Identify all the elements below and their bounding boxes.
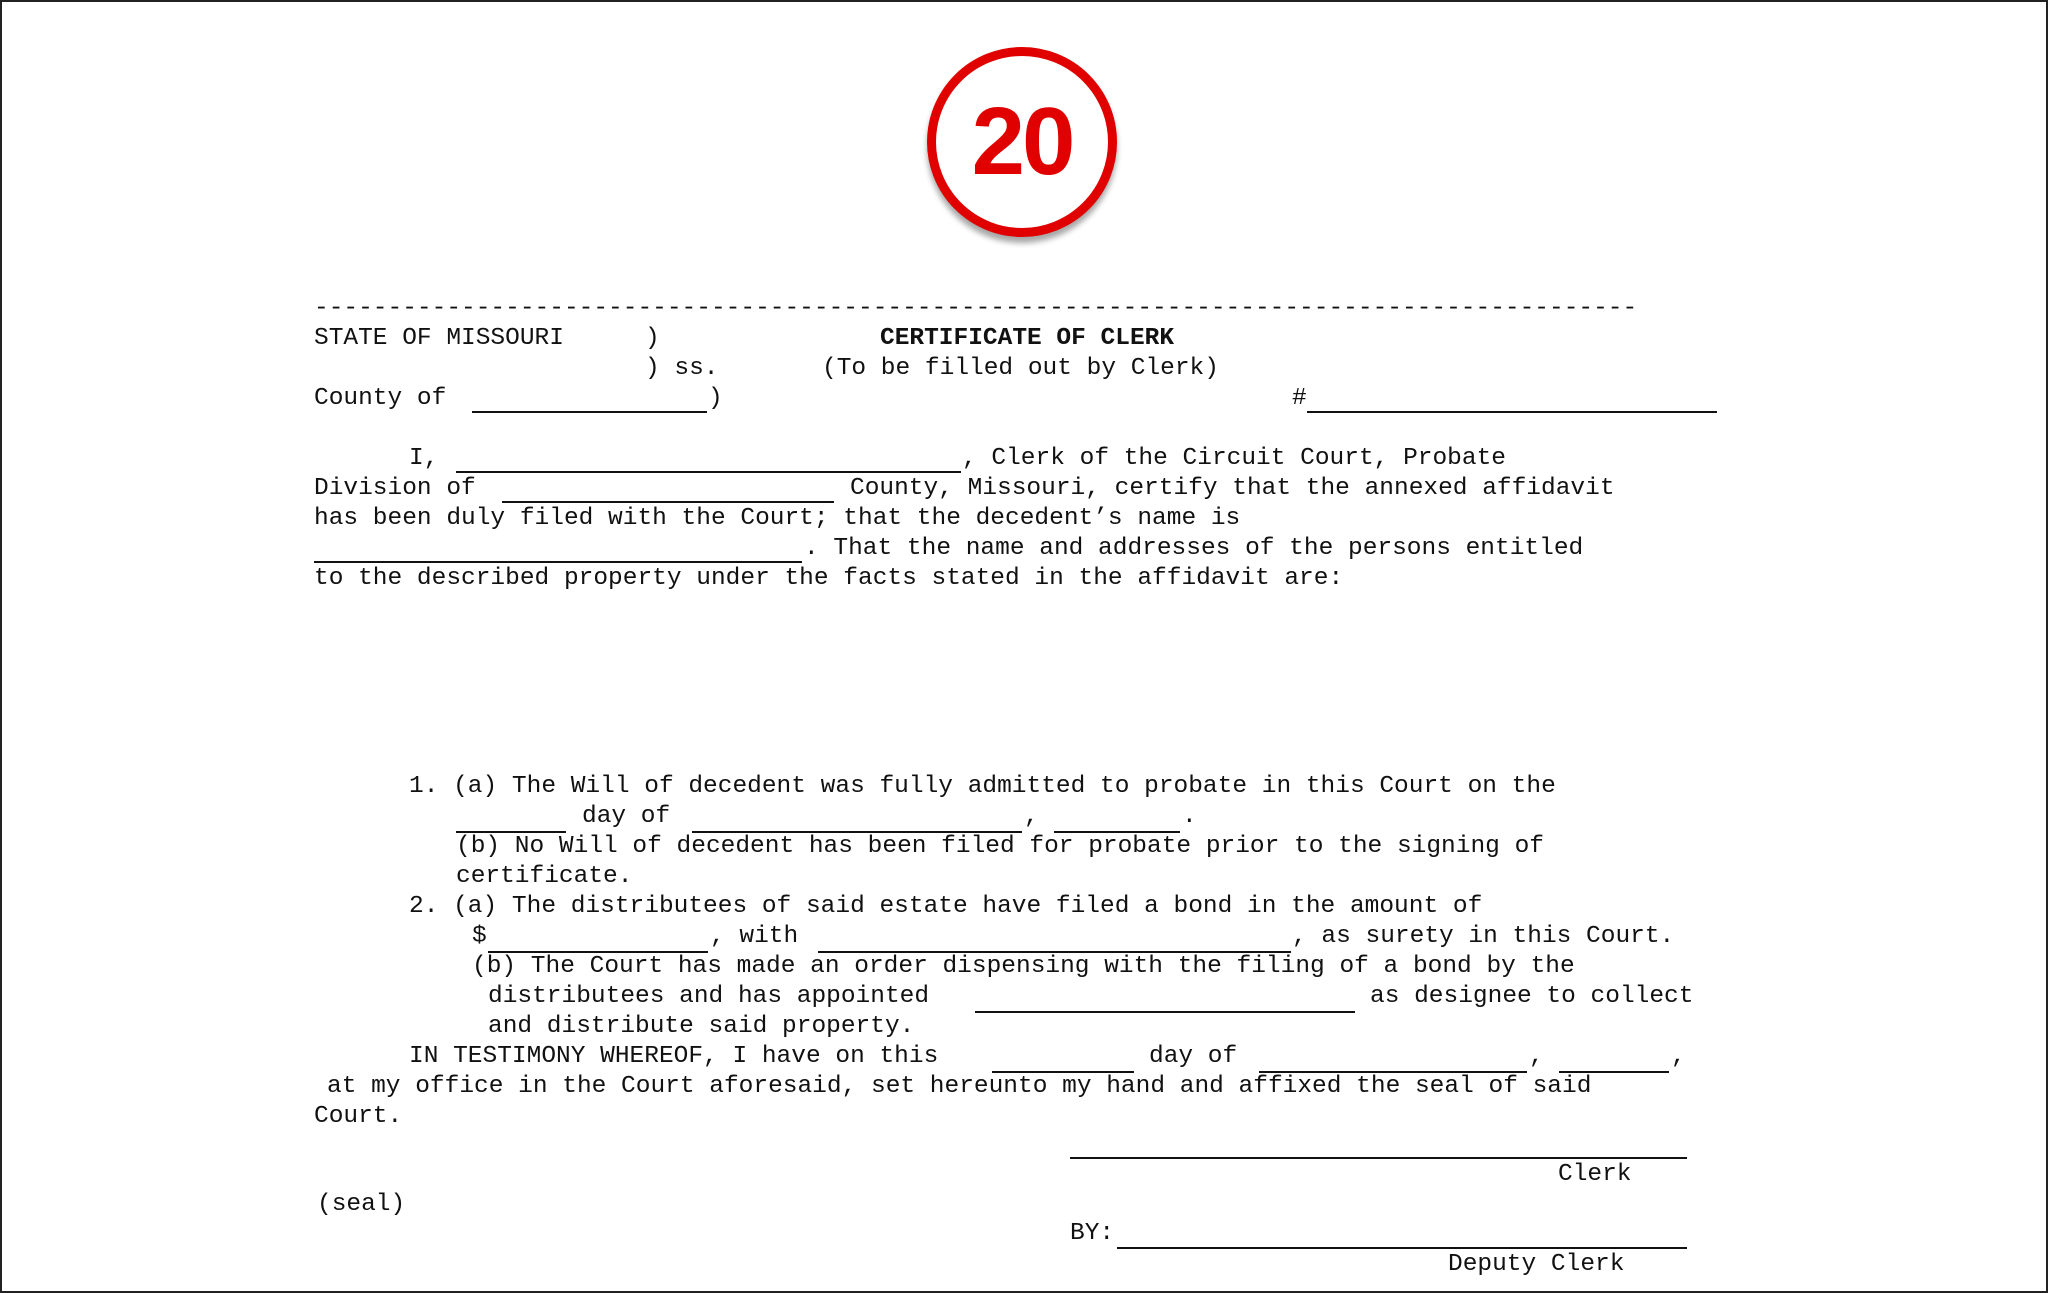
- testimony-day-of: day of: [1149, 1043, 1238, 1070]
- item-2a-text: 2. (a) The distributees of said estate have filed a bond in the amount of: [409, 893, 1483, 920]
- designee-blank[interactable]: [975, 1011, 1355, 1013]
- item-2b-text: (b) The Court has made an order dispensing with the filing of a bond by the: [472, 953, 1575, 980]
- testimony-comma-1: ,: [1529, 1043, 1544, 1070]
- designee-text: as designee to collect: [1370, 983, 1694, 1010]
- by-label: BY:: [1070, 1220, 1115, 1247]
- court-text: Court.: [314, 1103, 403, 1130]
- ss-label: ) ss.: [645, 355, 719, 382]
- state-label: STATE OF MISSOURI: [314, 325, 564, 352]
- property-text: to the described property under the facts stated in the affidavit are:: [314, 565, 1344, 592]
- clerk-intro: I,: [409, 445, 439, 472]
- page-number: 20: [971, 88, 1073, 195]
- probate-period: .: [1182, 803, 1197, 830]
- state-paren: ): [645, 325, 660, 352]
- clerk-signature-line[interactable]: [1070, 1157, 1687, 1159]
- deputy-clerk-label: Deputy Clerk: [1448, 1251, 1625, 1278]
- distribute-text: and distribute said property.: [488, 1013, 915, 1040]
- county-label: County of: [314, 385, 447, 412]
- certify-text: County, Missouri, certify that the annexed affidavit: [850, 475, 1615, 502]
- clerk-name-blank[interactable]: [456, 471, 961, 473]
- item-1b-cont: certificate.: [456, 863, 633, 890]
- office-text: at my office in the Court aforesaid, set hereunto my hand and affixed the seal of said: [327, 1073, 1592, 1100]
- decedent-name-blank[interactable]: [314, 561, 802, 563]
- separator-line: ------------------------------------------------------------------------------------------: [314, 295, 1638, 322]
- seal-label: (seal): [317, 1191, 406, 1218]
- page-number-badge: [927, 47, 1117, 237]
- county-blank[interactable]: [472, 411, 707, 413]
- clerk-label: Clerk: [1558, 1161, 1632, 1188]
- item-1a-text: 1. (a) The Will of decedent was fully admitted to probate in this Court on the: [409, 773, 1556, 800]
- deputy-signature-line[interactable]: [1117, 1247, 1687, 1249]
- probate-day-of: day of: [582, 803, 671, 830]
- filed-text: has been duly filed with the Court; that the decedent’s name is: [314, 505, 1241, 532]
- testimony-comma-2: ,: [1671, 1043, 1686, 1070]
- probate-comma: ,: [1024, 803, 1039, 830]
- bond-dollar-sign: $: [472, 923, 487, 950]
- appointed-text: distributees and has appointed: [488, 983, 930, 1010]
- certificate-title: CERTIFICATE OF CLERK: [880, 325, 1175, 352]
- county-paren: ): [708, 385, 723, 412]
- item-1b-text: (b) No Will of decedent has been filed for probate prior to the signing of: [456, 833, 1544, 860]
- division-label: Division of: [314, 475, 476, 502]
- case-number-hash: #: [1292, 385, 1307, 412]
- surety-text: , as surety in this Court.: [1292, 923, 1675, 950]
- clerk-title-text: , Clerk of the Circuit Court, Probate: [962, 445, 1506, 472]
- testimony-text: IN TESTIMONY WHEREOF, I have on this: [409, 1043, 939, 1070]
- entitled-text: . That the name and addresses of the persons entitled: [804, 535, 1584, 562]
- certificate-subtitle: (To be filled out by Clerk): [822, 355, 1219, 382]
- bond-with-text: , with: [710, 923, 799, 950]
- case-number-blank[interactable]: [1307, 411, 1717, 413]
- division-county-blank[interactable]: [502, 501, 834, 503]
